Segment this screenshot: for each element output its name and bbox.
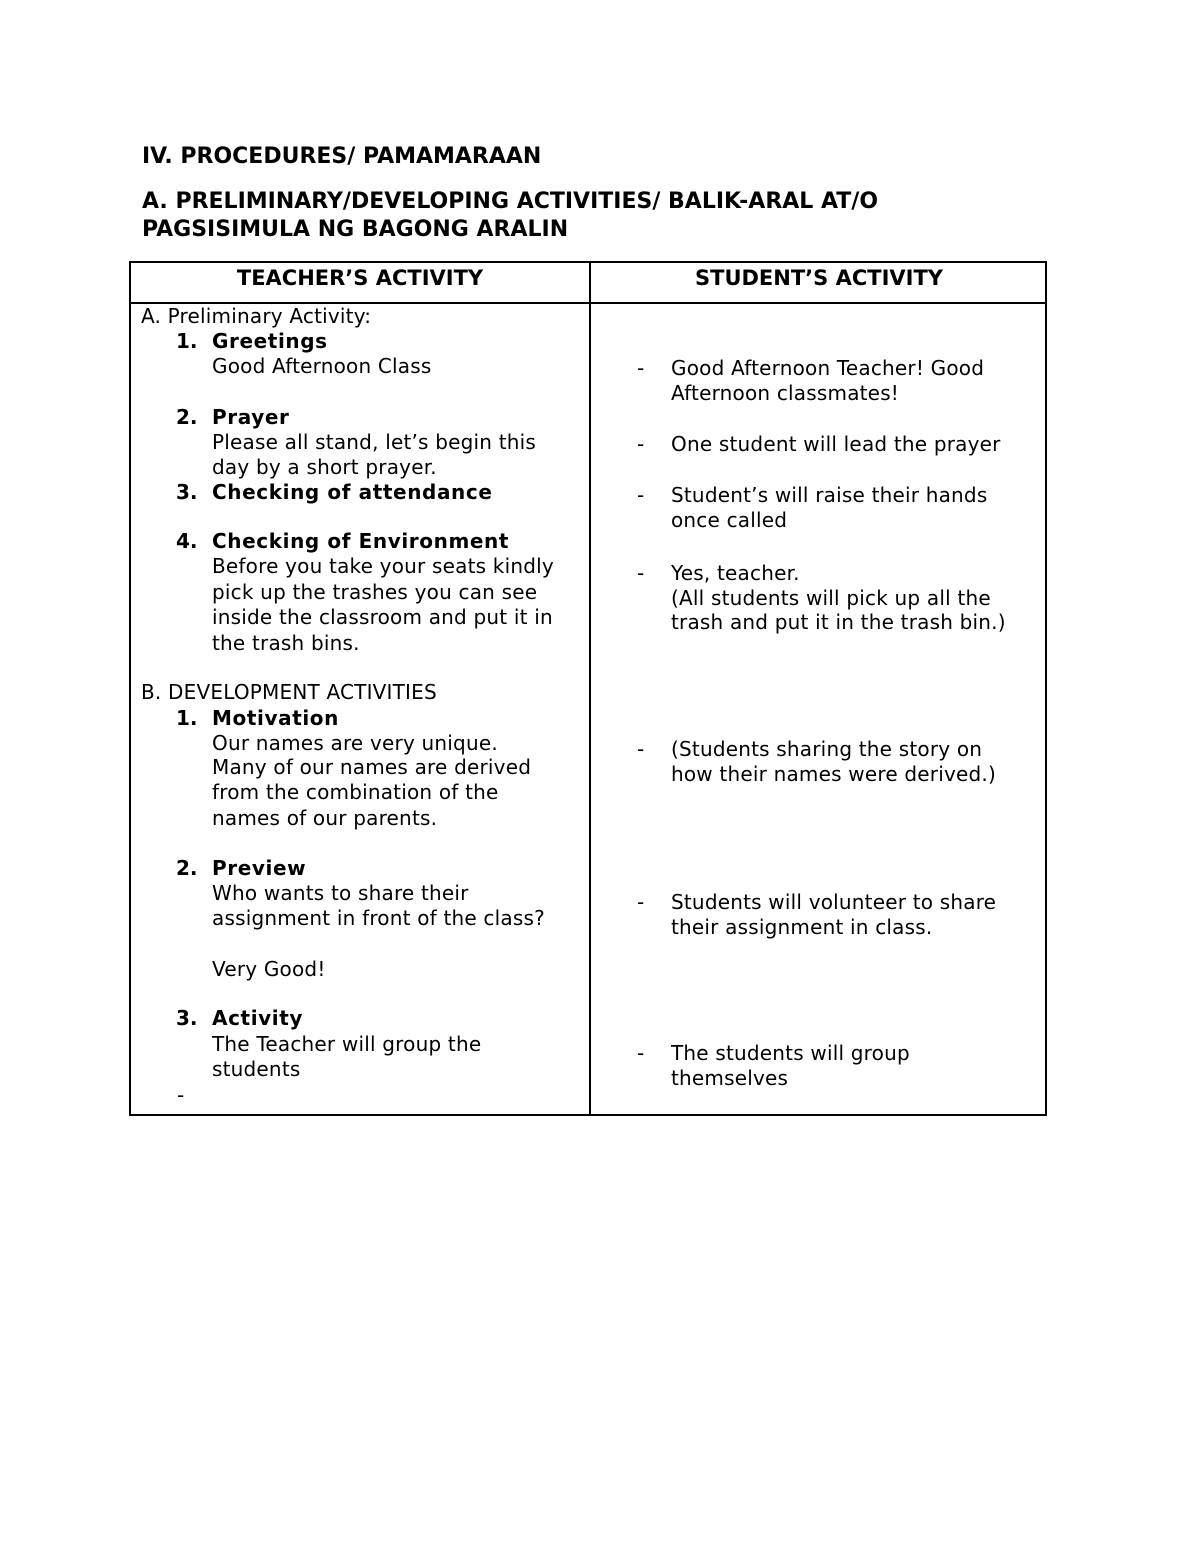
item-number: 3. <box>176 1006 198 1030</box>
item-number: 1. <box>176 706 198 730</box>
item-title-activity: Activity <box>212 1006 304 1030</box>
item-text: The Teacher will group the <box>212 1032 482 1056</box>
item-title-motivation: Motivation <box>212 706 339 730</box>
student-response: themselves <box>671 1066 789 1090</box>
item-text: Who wants to share their <box>212 881 469 905</box>
bullet-dash: - <box>637 561 645 585</box>
header-student-activity: STUDENT’S ACTIVITY <box>695 266 943 290</box>
student-response: Yes, teacher. <box>671 561 800 585</box>
item-text: the trash bins. <box>212 631 360 655</box>
activity-table <box>129 261 1047 1116</box>
item-title-checking-of-environment: Checking of Environment <box>212 529 510 553</box>
item-text: inside the classroom and put it in <box>212 605 553 629</box>
bullet-dash: - <box>637 737 645 761</box>
section-b-title: B. DEVELOPMENT ACTIVITIES <box>141 680 437 704</box>
item-title-greetings: Greetings <box>212 329 328 353</box>
column-divider <box>589 263 591 1114</box>
item-text: from the combination of the <box>212 780 499 804</box>
student-response: Students will volunteer to share <box>671 890 997 914</box>
student-response: The students will group <box>671 1041 910 1065</box>
student-response: (Students sharing the story on <box>671 737 983 761</box>
section-heading: IV. PROCEDURES/ PAMAMARAAN <box>142 144 542 169</box>
item-text: assignment in front of the class? <box>212 906 545 930</box>
student-response: Afternoon classmates! <box>671 381 900 405</box>
item-text: students <box>212 1057 301 1081</box>
item-title-prayer: Prayer <box>212 405 290 429</box>
subsection-heading-line-2: PAGSISIMULA NG BAGONG ARALIN <box>142 217 569 242</box>
student-response: trash and put it in the trash bin.) <box>671 610 1006 634</box>
item-text: names of our parents. <box>212 806 438 830</box>
student-response: how their names were derived.) <box>671 762 996 786</box>
bullet-dash: - <box>637 890 645 914</box>
item-text: Our names are very unique. <box>212 731 498 755</box>
bullet-dash: - <box>637 356 645 380</box>
item-number: 3. <box>176 480 198 504</box>
bullet-dash: - <box>637 432 645 456</box>
trailing-dash: - <box>177 1083 185 1107</box>
student-response: their assignment in class. <box>671 915 933 939</box>
student-response: Student’s will raise their hands <box>671 483 988 507</box>
item-number: 4. <box>176 529 198 553</box>
item-title-preview: Preview <box>212 856 307 880</box>
bullet-dash: - <box>637 483 645 507</box>
item-text: day by a short prayer. <box>212 455 437 479</box>
item-text: Before you take your seats kindly <box>212 554 554 578</box>
item-number: 1. <box>176 329 198 353</box>
item-number: 2. <box>176 405 198 429</box>
subsection-heading-line-1: A. PRELIMINARY/DEVELOPING ACTIVITIES/ BALIK-ARAL AT/O <box>142 189 879 214</box>
section-a-title: A. Preliminary Activity: <box>141 304 372 328</box>
item-text: pick up the trashes you can see <box>212 580 538 604</box>
item-text: Very Good! <box>212 957 326 981</box>
item-text: Many of our names are derived <box>212 755 532 779</box>
student-response: once called <box>671 508 788 532</box>
student-response: (All students will pick up all the <box>671 586 991 610</box>
subsection-heading <box>142 188 1062 244</box>
item-text: Good Afternoon Class <box>212 354 432 378</box>
student-response: Good Afternoon Teacher! Good <box>671 356 985 380</box>
student-response: One student will lead the prayer <box>671 432 1001 456</box>
item-title-checking-of-attendance: Checking of attendance <box>212 480 493 504</box>
item-text: Please all stand, let’s begin this <box>212 430 537 454</box>
bullet-dash: - <box>637 1041 645 1065</box>
header-teacher-activity: TEACHER’S ACTIVITY <box>236 266 484 290</box>
item-number: 2. <box>176 856 198 880</box>
